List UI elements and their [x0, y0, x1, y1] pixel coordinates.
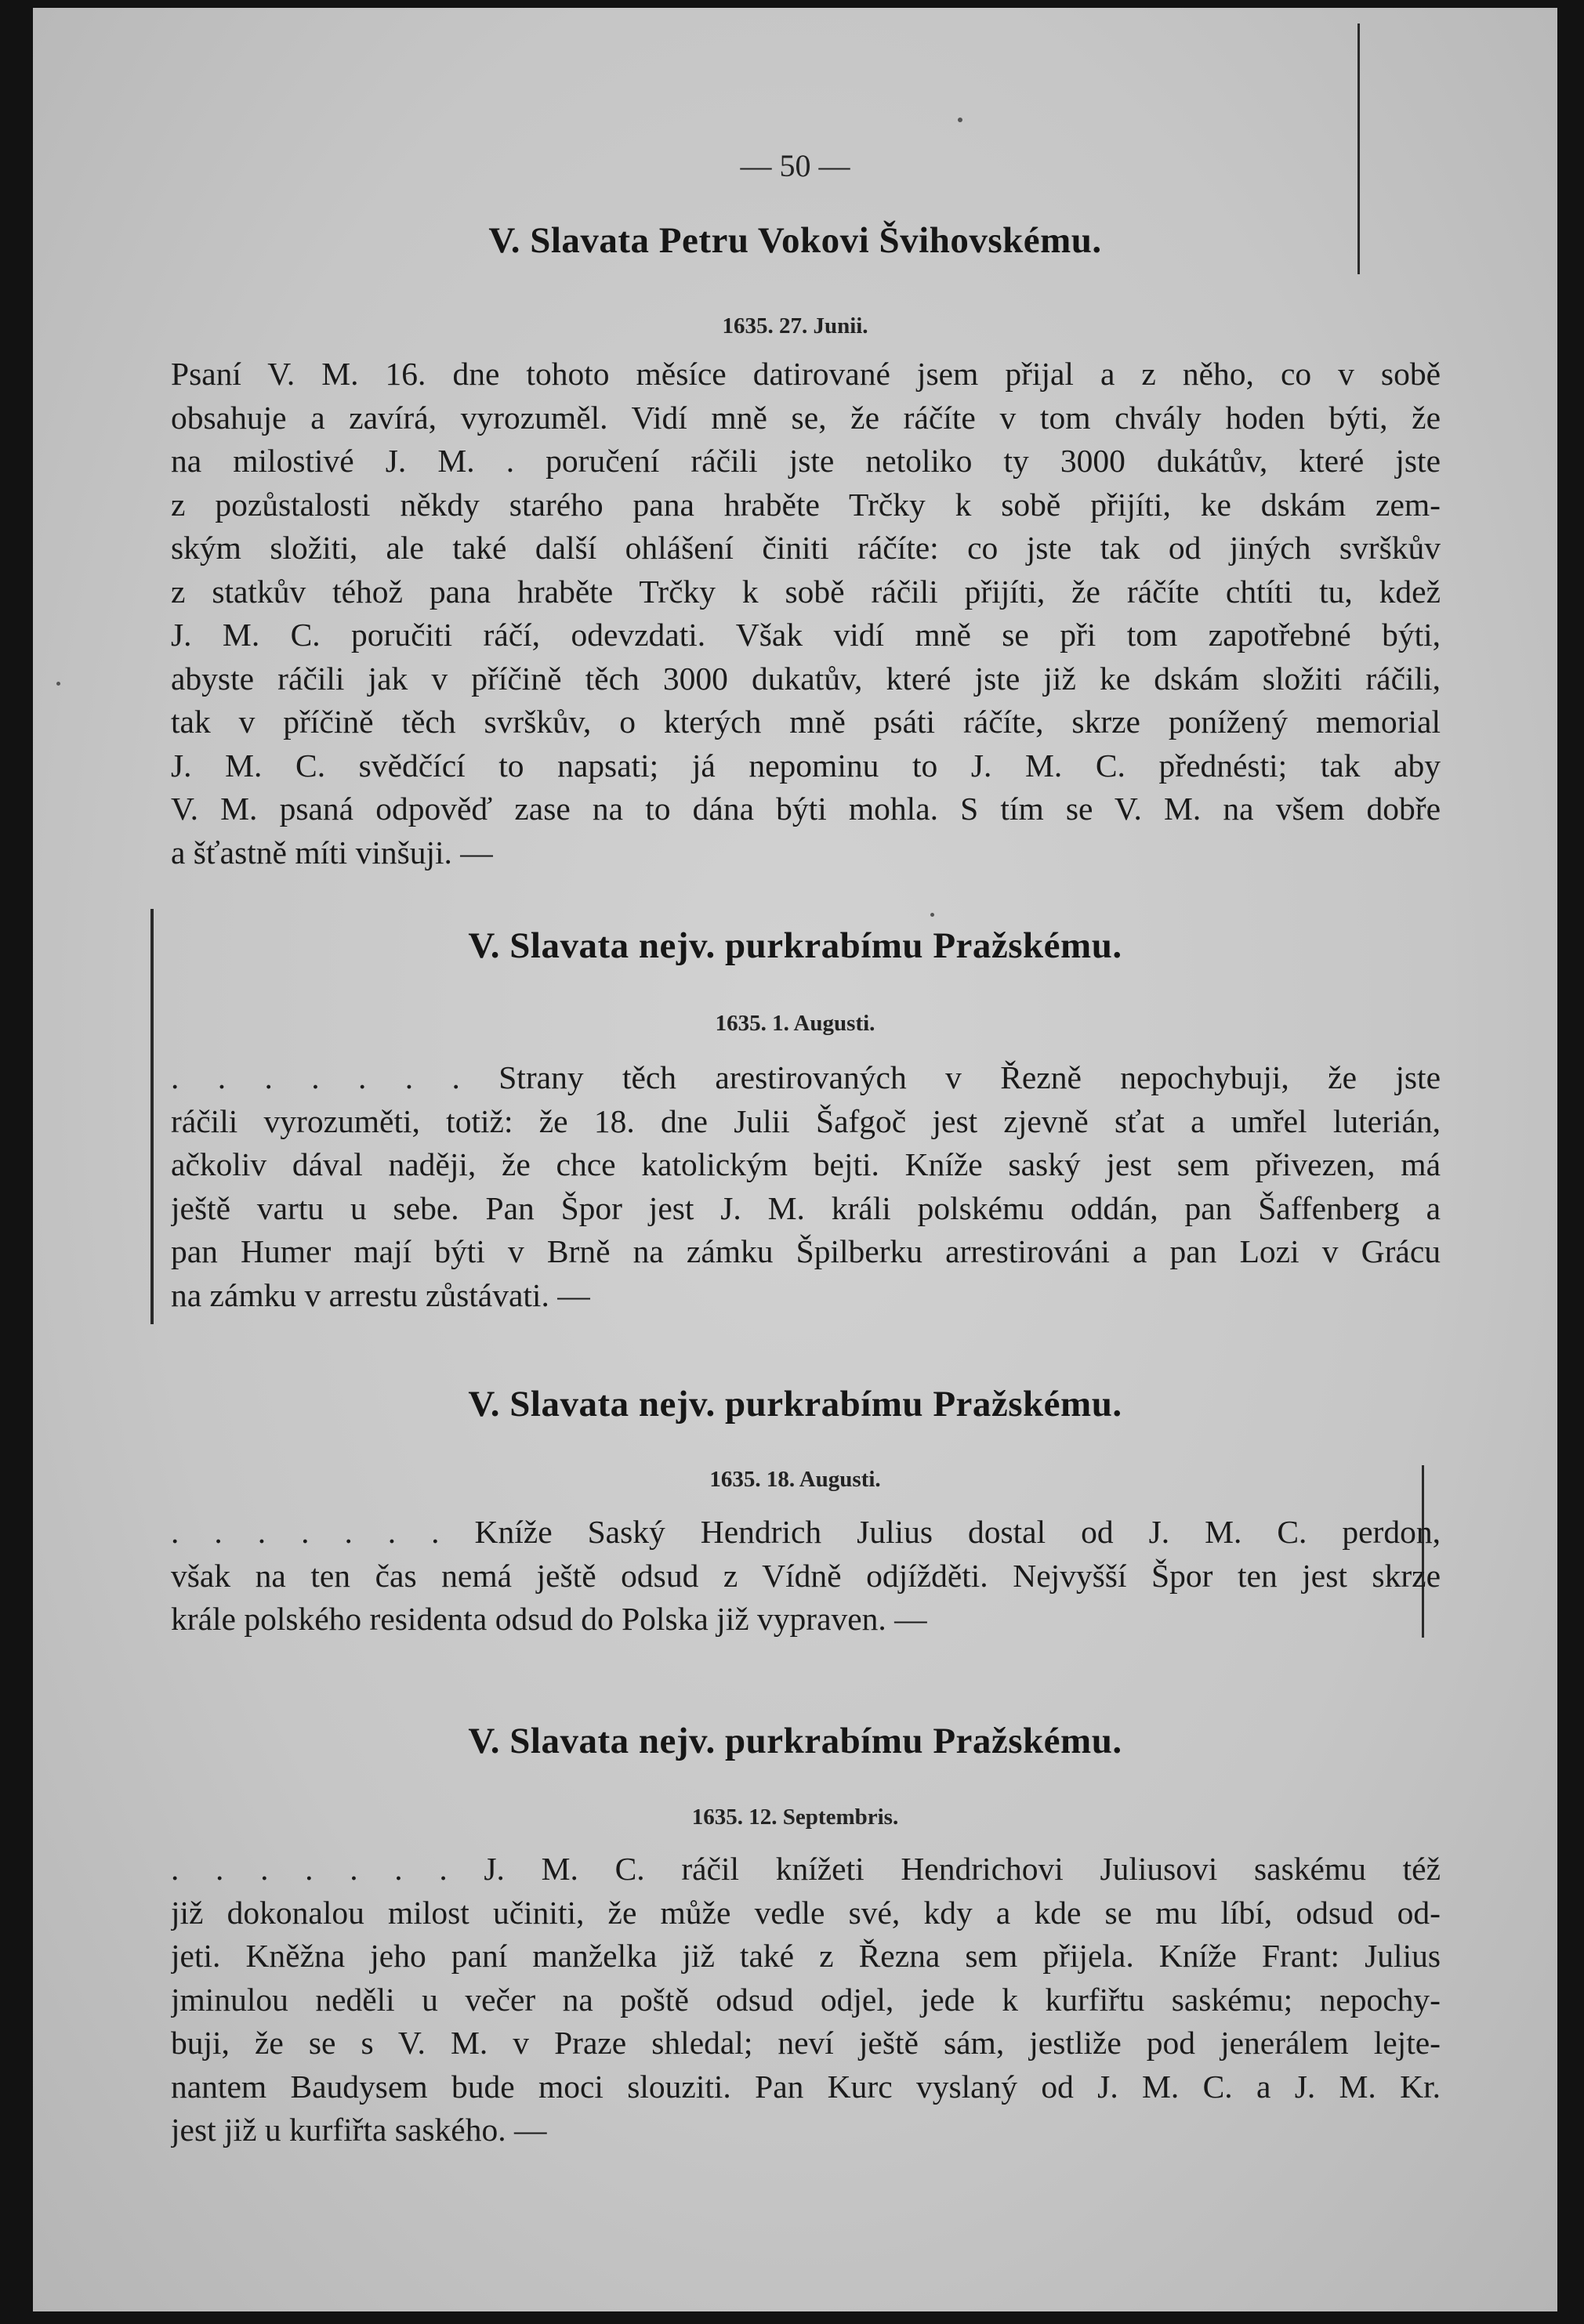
speck	[930, 913, 934, 917]
letter-date: 1635. 1. Augusti.	[715, 1011, 875, 1036]
letter-body	[171, 1848, 1441, 2152]
margin-mark-left	[150, 909, 154, 1324]
text-line: na milostivé J. M. . poručení ráčili jste netoliko ty 3000 dukátův, které jste	[171, 443, 1441, 479]
text-line: jest již u kurfiřta saského. —	[171, 2112, 547, 2148]
page-number: — 50 —	[740, 148, 850, 183]
letter-heading: V. Slavata Petru Vokovi Švihovskému.	[488, 220, 1102, 261]
text-line: z pozůstalosti někdy starého pana hraběte Trčky k sobě přijíti, ke dskám zem-	[171, 486, 1441, 523]
text-line: J. M. C. svědčící to napsati; já nepominu to J. M. C. přednésti; tak aby	[171, 747, 1441, 784]
text-line: z statkův téhož pana hraběte Trčky k sobě ráčili přijíti, že ráčíte chtíti tu, kdež	[171, 573, 1441, 610]
text-line: jeti. Kněžna jeho paní manželka již také z Řezna sem přijela. Kníže Frant: Julius	[171, 1938, 1441, 1974]
letter-body	[171, 353, 1441, 874]
text-line: již dokonalou milost učiniti, že může vedle své, kdy a kde se mu líbí, odsud od-	[171, 1894, 1441, 1931]
document-page	[33, 8, 1557, 2311]
text-line: pan Humer mají býti v Brně na zámku Špilberku arrestirováni a pan Lozi v Grácu	[171, 1233, 1441, 1269]
text-line: . . . . . . . J. M. C. ráčil knížeti Hendrichovi Juliusovi saskému též	[171, 1851, 1441, 1887]
letter-body	[171, 1056, 1441, 1317]
text-line: buji, že se s V. M. v Praze shledal; neví ještě sám, jestliže pod jenerálem lejte-	[171, 2025, 1441, 2061]
text-line: ačkoliv dával naději, že chce katolickým bejti. Kníže saský jest sem přivezen, má	[171, 1146, 1441, 1182]
letter-heading: V. Slavata nejv. purkrabímu Pražskému.	[468, 1721, 1122, 1761]
text-line: . . . . . . . Kníže Saský Hendrich Julius dostal od J. M. C. perdon,	[171, 1514, 1441, 1550]
text-line: V. M. psaná odpověď zase na to dána býti mohla. S tím se V. M. na všem dobře	[171, 791, 1441, 827]
letter-date: 1635. 12. Septembris.	[691, 1805, 899, 1830]
letter-date: 1635. 18. Augusti.	[709, 1467, 881, 1492]
letter-date: 1635. 27. Junii.	[722, 313, 868, 338]
text-line: jminulou neděli u večer na poště odsud odjel, jede k kurfiřtu saskému; nepochy-	[171, 1981, 1441, 2018]
text-line: nantem Baudysem bude moci slouziti. Pan Kurc vyslaný od J. M. C. a J. M. Kr.	[171, 2068, 1441, 2105]
letter-body	[171, 1511, 1441, 1642]
text-line: a šťastně míti vinšuji. —	[171, 834, 493, 871]
text-line: Psaní V. M. 16. dne tohoto měsíce datirované jsem přijal a z něho, co v sobě	[171, 356, 1441, 392]
speck	[958, 118, 962, 122]
text-line: na zámku v arrestu zůstávati. —	[171, 1276, 590, 1313]
text-line: obsahuje a zavírá, vyrozuměl. Vidí mně se, že ráčíte v tom chvály hoden býti, že	[171, 399, 1441, 436]
text-line: však na ten čas nemá ještě odsud z Vídně odjížděti. Nejvyšší Špor ten jest skrze	[171, 1557, 1441, 1594]
text-line: ským složiti, ale také další ohlášení činiti ráčíte: co jste tak od jiných svrškův	[171, 530, 1441, 566]
letter-heading: V. Slavata nejv. purkrabímu Pražskému.	[468, 1384, 1122, 1424]
letter-heading: V. Slavata nejv. purkrabímu Pražskému.	[468, 925, 1122, 966]
text-line: ještě vartu u sebe. Pan Špor jest J. M. králi polskému oddán, pan Šaffenberg a	[171, 1189, 1441, 1226]
text-line: ráčili vyrozuměti, totiž: že 18. dne Julii Šafgoč jest zjevně sťat a umřel luterián,	[171, 1102, 1441, 1139]
text-line: . . . . . . . Strany těch arestirovaných v Řezně nepochybuji, že jste	[171, 1059, 1441, 1095]
text-line: J. M. C. poručiti ráčí, odevzdati. Však vidí mně se při tom zapotřebné býti,	[171, 617, 1441, 653]
speck	[56, 682, 60, 686]
text-line: abyste ráčili jak v příčině těch 3000 dukatův, které jste již ke dskám složiti ráčili,	[171, 660, 1441, 697]
text-line: krále polského residenta odsud do Polska již vypraven. —	[171, 1601, 927, 1637]
text-line: tak v příčině těch svrškův, o kterých mně psáti ráčíte, skrze ponížený memorial	[171, 704, 1441, 740]
